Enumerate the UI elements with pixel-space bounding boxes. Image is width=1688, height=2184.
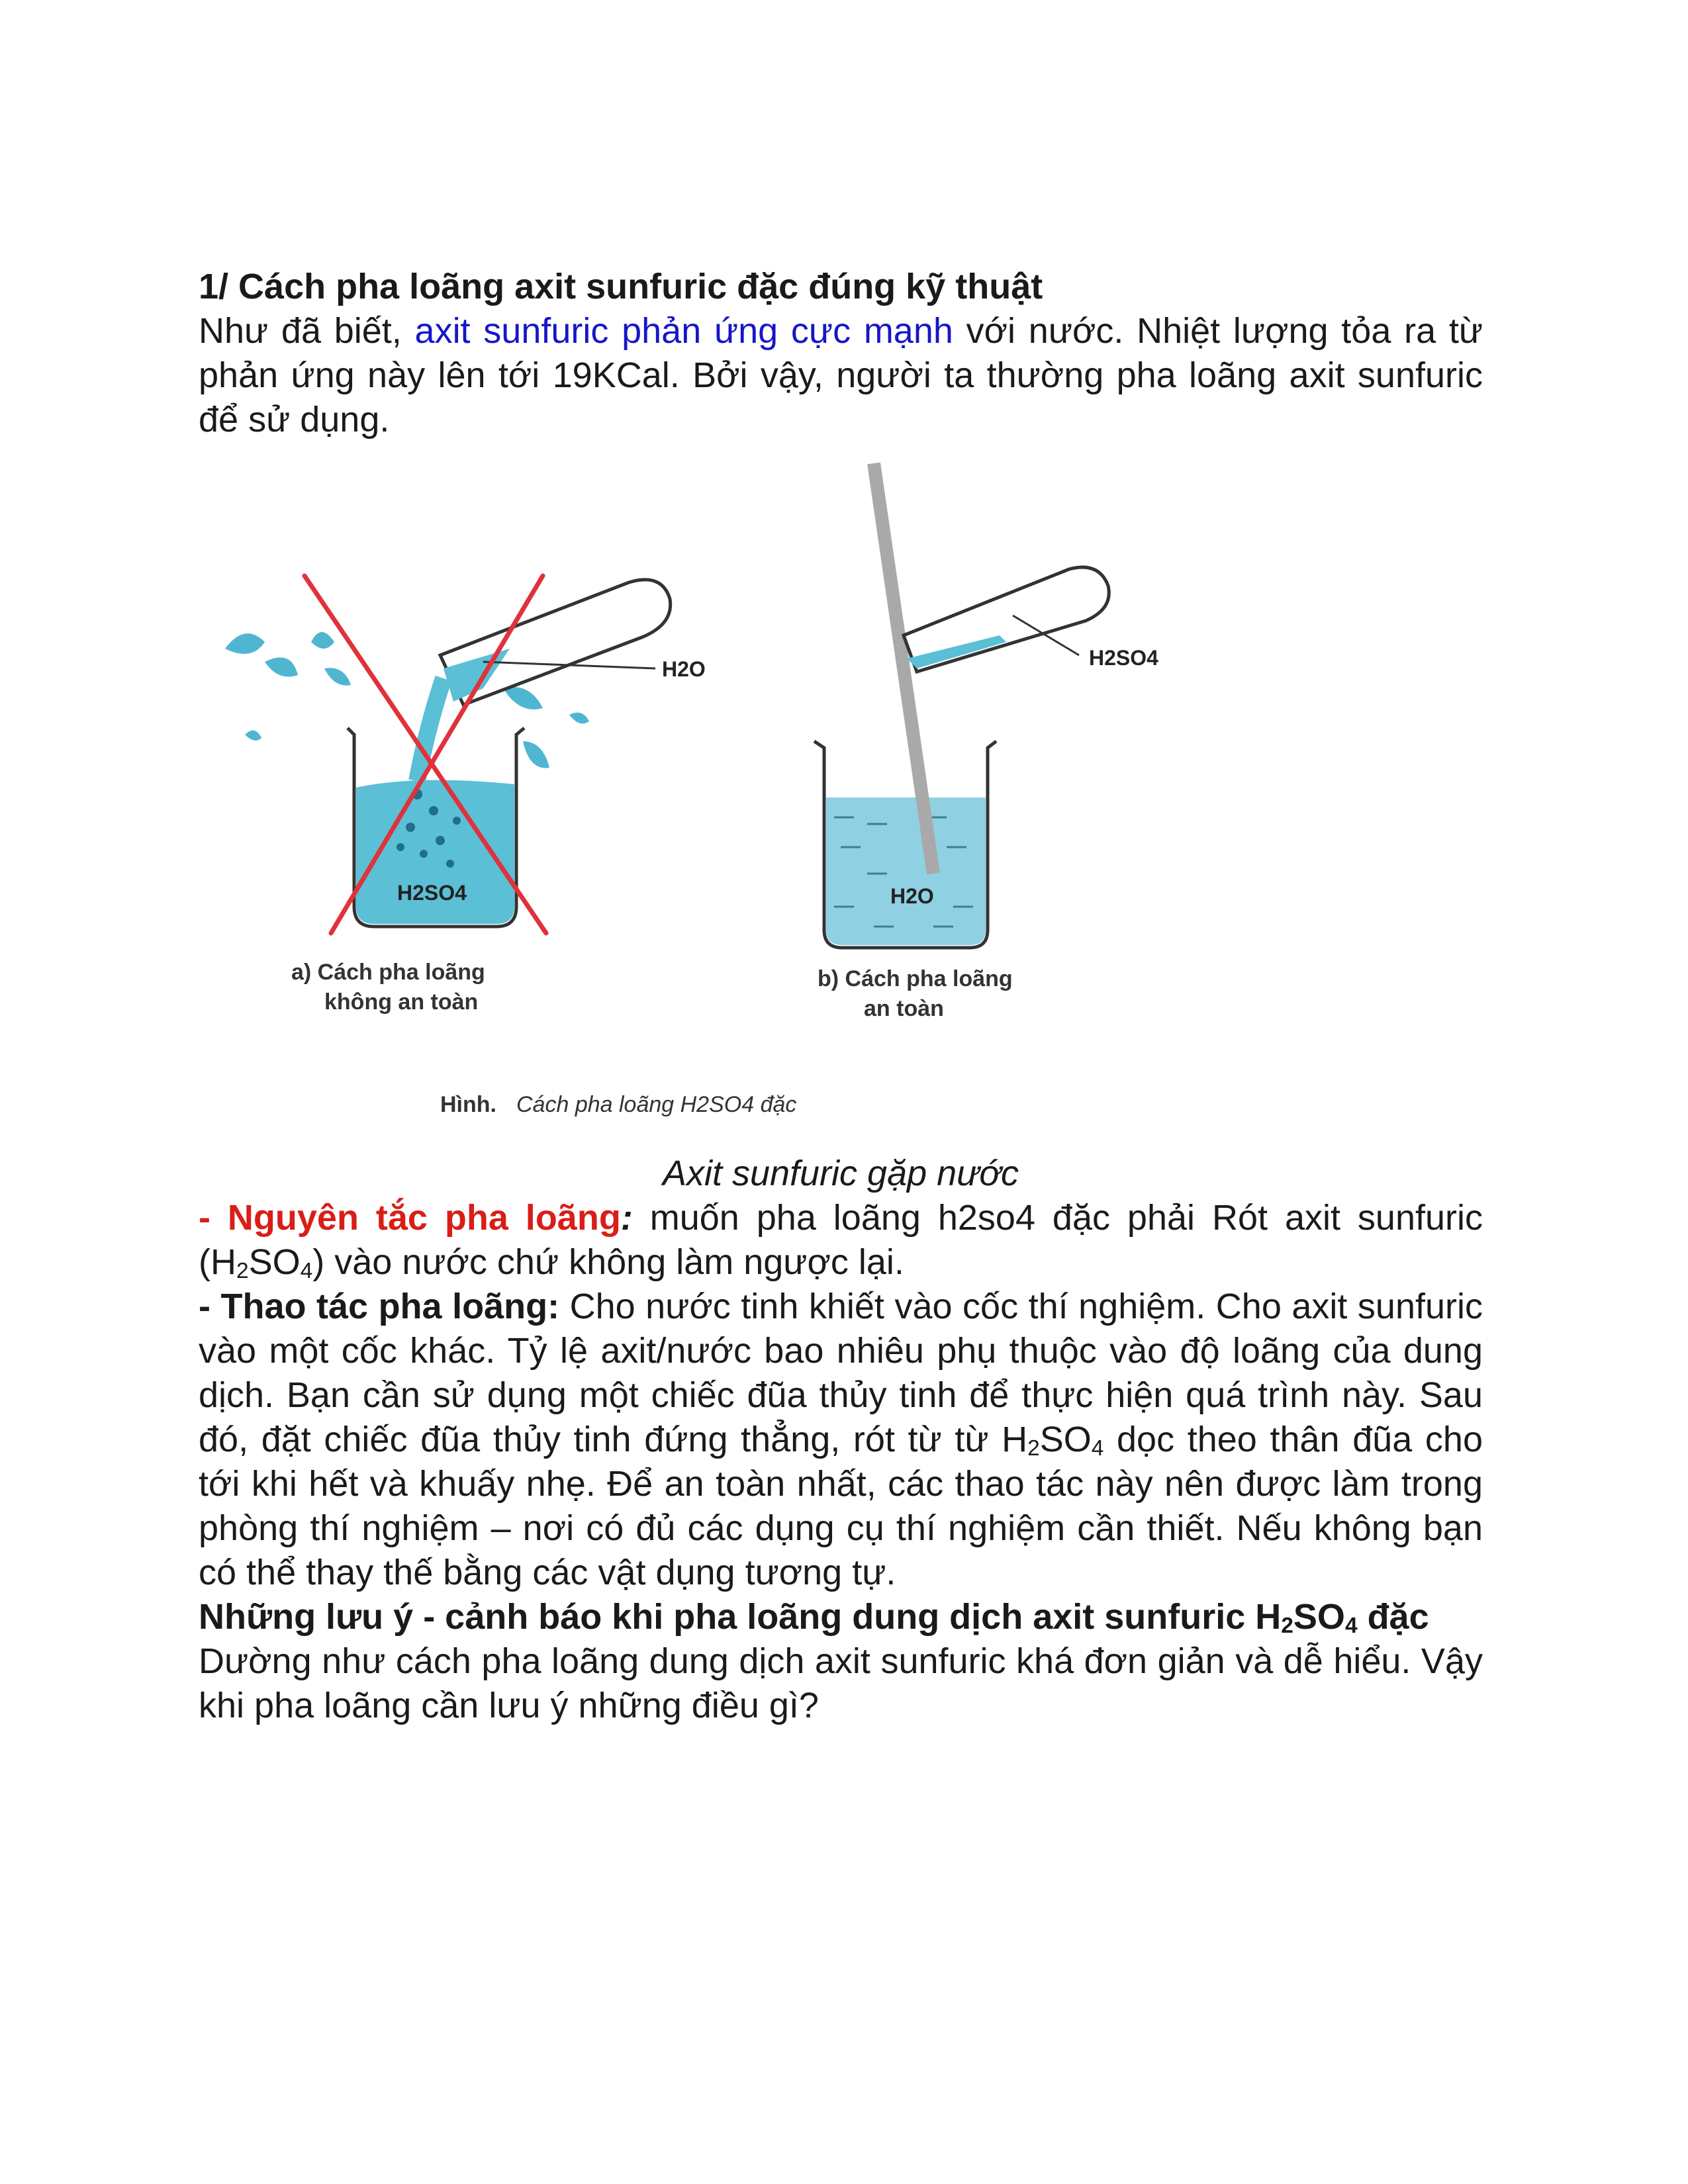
procedure-sub-1: 2 bbox=[1027, 1436, 1040, 1461]
rule-paragraph bbox=[199, 1196, 1483, 1285]
rule-text-3: ) vào nước chứ không làm ngược lại. bbox=[312, 1242, 904, 1282]
intro-text-after: với nước. Nhiệt lượng tỏa ra từ phản ứng này lên tới 19KCal. Bởi vậy, người ta thường pha loãng axit sunfuric để sử dụng. bbox=[199, 311, 1483, 439]
intro-text-before: Như đã biết, bbox=[199, 311, 415, 351]
dilution-figure bbox=[199, 450, 1231, 1152]
procedure-text-1: Cho nước tinh khiết vào cốc thí nghiệm. Cho axit sunfuric vào một cốc khác. Tỷ lệ axit/nước bao nhiêu phụ thuộc vào độ loãng của dung dịch. Bạn cần sử dụng một chiếc đũa thủy tinh để thực hiện quá trình này. Sau đó, đặt chiếc đũa thủy tinh đứng thẳng, rót từ từ H bbox=[199, 1287, 1483, 1459]
label-h2so4-a: H2SO4 bbox=[397, 881, 467, 905]
acid-reaction-link[interactable]: axit sunfuric phản ứng cực mạnh bbox=[414, 311, 953, 351]
procedure-text-2: SO bbox=[1039, 1420, 1092, 1459]
warning-heading bbox=[199, 1595, 1483, 1639]
label-h2o-b: H2O bbox=[890, 884, 934, 908]
warning-heading-3: đặc bbox=[1357, 1597, 1429, 1637]
intro-paragraph bbox=[199, 309, 1483, 442]
figure-label: Hình. bbox=[440, 1092, 496, 1117]
rule-sub-1: 2 bbox=[236, 1259, 249, 1284]
rule-label: - Nguyên tắc pha loãng bbox=[199, 1198, 621, 1238]
figure-title: Cách pha loãng H2SO4 đặc bbox=[516, 1092, 797, 1117]
rule-sub-2: 4 bbox=[300, 1259, 313, 1284]
procedure-text-3: dọc theo thân đũa cho tới khi hết và khuấy nhẹ. Để an toàn nhất, các thao tác này nên được làm trong phòng thí nghiệm – nơi có đủ các dụng cụ thí nghiệm cần thiết. Nếu không bạn có thể thay thế bằng các vật dụng tương tự. bbox=[199, 1420, 1483, 1592]
closing-paragraph: Dường như cách pha loãng dung dịch axit sunfuric khá đơn giản và dễ hiểu. Vậy khi pha loãng cần lưu ý những điều gì? bbox=[199, 1641, 1483, 1725]
caption-b-line2: an toàn bbox=[864, 996, 944, 1021]
procedure-label: - Thao tác pha loãng: bbox=[199, 1287, 560, 1326]
warning-sub-2: 4 bbox=[1344, 1614, 1358, 1639]
procedure-sub-2: 4 bbox=[1091, 1436, 1104, 1461]
warning-heading-1: Những lưu ý - cảnh báo khi pha loãng dung dịch axit sunfuric H bbox=[199, 1597, 1282, 1637]
warning-heading-2: SO bbox=[1293, 1597, 1345, 1637]
caption-a-line1: a) Cách pha loãng bbox=[291, 960, 485, 985]
procedure-paragraph bbox=[199, 1285, 1483, 1595]
caption-b-line1: b) Cách pha loãng bbox=[818, 966, 1013, 991]
content-column bbox=[199, 265, 1483, 1728]
rule-text-2: SO bbox=[248, 1242, 301, 1282]
dilution-diagram bbox=[199, 450, 1231, 1152]
caption-a-line2: không an toàn bbox=[324, 989, 479, 1015]
rule-colon: : bbox=[620, 1198, 633, 1238]
image-caption: Axit sunfuric gặp nước bbox=[662, 1154, 1019, 1193]
label-h2so4-b: H2SO4 bbox=[1089, 646, 1158, 670]
warning-sub-1: 2 bbox=[1281, 1614, 1293, 1639]
rule-text-1: muốn pha loãng h2so4 đặc phải Rót axit sunfuric (H bbox=[199, 1198, 1483, 1282]
label-h2o-a: H2O bbox=[662, 657, 706, 681]
section-heading: 1/ Cách pha loãng axit sunfuric đặc đúng kỹ thuật bbox=[199, 267, 1043, 306]
